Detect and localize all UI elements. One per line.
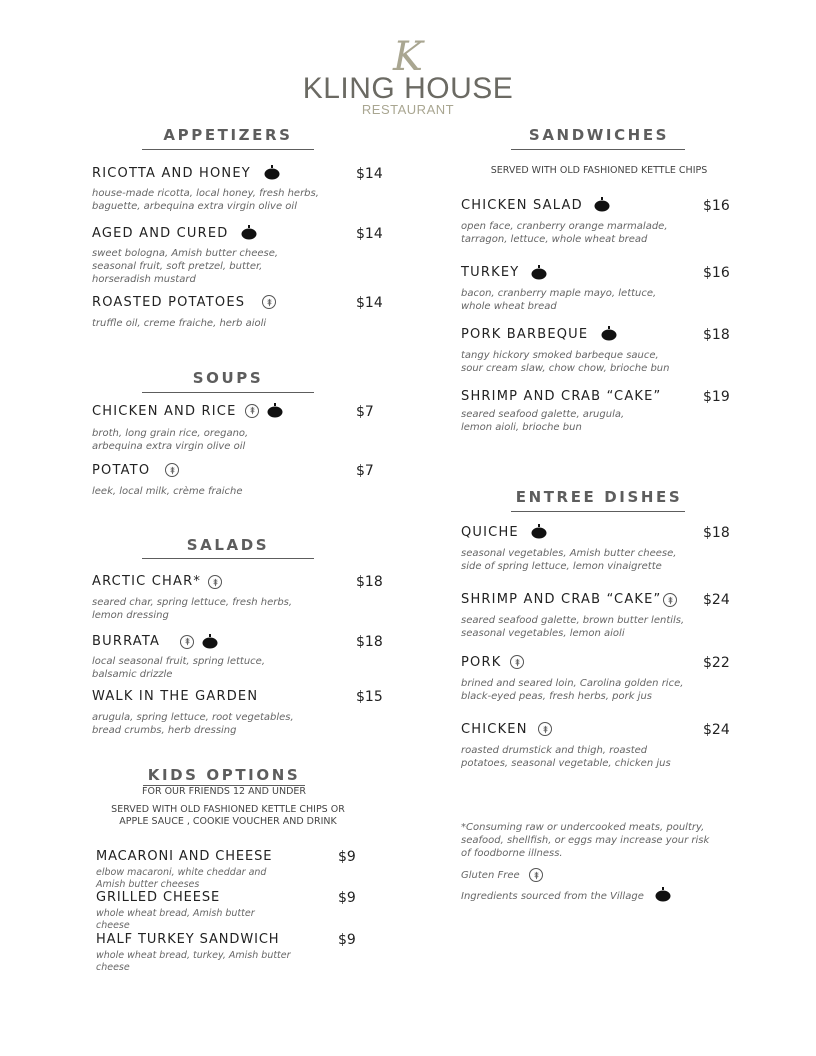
menu-item-name: ROASTED POTATOES <box>92 295 246 310</box>
soups-heading: SOUPS <box>192 369 264 387</box>
menu-item-name: ARCTIC CHAR* <box>92 574 202 589</box>
menu-item-price: $24 <box>703 592 730 608</box>
sandwiches-heading: SANDWICHES <box>528 126 670 144</box>
logo-monogram: K <box>393 34 423 80</box>
item-icons <box>531 265 547 280</box>
menu-item-name: CHICKEN <box>461 722 528 737</box>
appetizers-rule <box>142 149 314 150</box>
item-icons <box>165 463 179 477</box>
kids-subtitle: FOR OUR FRIENDS 12 AND UNDER <box>142 786 306 797</box>
entrees-rule <box>511 511 685 512</box>
menu-item-description: truffle oil, creme fraiche, herb aioli <box>92 318 267 329</box>
menu-item-description: open face, cranberry orange marmalade, tarragon, lettuce, whole wheat bread <box>461 221 668 245</box>
gluten-free-icon <box>529 868 543 882</box>
menu-item-price: $19 <box>703 389 730 405</box>
menu-item-name: TURKEY <box>461 265 520 280</box>
item-icons <box>208 575 222 589</box>
item-icons <box>594 197 610 212</box>
menu-item-name: BURRATA <box>92 634 161 649</box>
menu-item-description: local seasonal fruit, spring lettuce, balsamic drizzle <box>92 656 265 680</box>
pumpkin-icon <box>202 634 218 649</box>
menu-item-description: whole wheat bread, Amish butter cheese <box>96 908 255 931</box>
menu-item-description: roasted drumstick and thigh, roasted potatoes, seasonal vegetable, chicken jus <box>461 745 671 769</box>
appetizers-heading: APPETIZERS <box>163 126 293 144</box>
menu-item-price: $14 <box>356 226 383 242</box>
menu-item-description: arugula, spring lettuce, root vegetables, bread crumbs, herb dressing <box>92 712 294 736</box>
menu-item-description: elbow macaroni, white cheddar and Amish butter cheeses <box>96 867 267 890</box>
legend-village <box>655 887 671 902</box>
menu-item-description: seasonal vegetables, Amish butter cheese, side of spring lettuce, lemon vinaigrette <box>461 548 677 572</box>
soups-rule <box>142 392 314 393</box>
menu-item-description: seared seafood galette, arugula, lemon aioli, brioche bun <box>461 409 625 433</box>
gluten-free-icon <box>180 635 194 649</box>
menu-item-name: SHRIMP AND CRAB “CAKE” <box>461 389 662 404</box>
item-icons <box>663 593 677 607</box>
legend-gluten-free-label: Gluten Free <box>461 870 520 881</box>
pumpkin-icon <box>601 326 617 341</box>
menu-item-price: $16 <box>703 198 730 214</box>
item-icons <box>264 165 280 180</box>
pumpkin-icon <box>594 197 610 212</box>
menu-item-price: $16 <box>703 265 730 281</box>
pumpkin-icon <box>531 265 547 280</box>
menu-item-price: $14 <box>356 295 383 311</box>
menu-item-description: bacon, cranberry maple mayo, lettuce, whole wheat bread <box>461 288 657 312</box>
menu-item-price: $18 <box>356 574 383 590</box>
menu-item-name: PORK BARBEQUE <box>461 327 589 342</box>
gluten-free-icon <box>262 295 276 309</box>
pumpkin-icon <box>267 403 283 418</box>
menu-item-description: sweet bologna, Amish butter cheese, seasonal fruit, soft pretzel, butter, horseradish mustard <box>92 248 279 285</box>
legend-village-label: Ingredients sourced from the Village <box>461 891 644 902</box>
gluten-free-icon <box>510 655 524 669</box>
menu-item-name: QUICHE <box>461 525 519 540</box>
food-safety-disclaimer: *Consuming raw or undercooked meats, poultry, seafood, shellfish, or eggs may increase your risk of foodborne illness. <box>461 822 710 859</box>
restaurant-name: KLING HOUSE <box>302 72 514 105</box>
menu-item-description: broth, long grain rice, oregano, arbequina extra virgin olive oil <box>92 428 249 452</box>
salads-heading: SALADS <box>186 536 270 554</box>
gluten-free-icon <box>538 722 552 736</box>
menu-item-description: leek, local milk, crème fraiche <box>92 486 243 497</box>
menu-item-price: $14 <box>356 166 383 182</box>
pumpkin-icon <box>241 225 257 240</box>
menu-item-price: $22 <box>703 655 730 671</box>
gluten-free-icon <box>208 575 222 589</box>
menu-item-name: AGED AND CURED <box>92 226 229 241</box>
menu-item-description: tangy hickory smoked barbeque sauce, sour cream slaw, chow chow, brioche bun <box>461 350 670 374</box>
menu-item-price: $18 <box>356 634 383 650</box>
menu-item-price: $9 <box>338 932 356 948</box>
kids-heading: KIDS OPTIONS <box>147 766 301 784</box>
menu-item-price: $9 <box>338 890 356 906</box>
item-icons <box>241 225 257 240</box>
item-icons <box>245 403 283 418</box>
menu-item-name: CHICKEN AND RICE <box>92 404 237 419</box>
pumpkin-icon <box>264 165 280 180</box>
item-icons <box>510 655 524 669</box>
gluten-free-icon <box>165 463 179 477</box>
menu-item-name: MACARONI AND CHEESE <box>96 849 273 864</box>
menu-item-name: POTATO <box>92 463 151 478</box>
item-icons <box>538 722 552 736</box>
item-icons <box>601 326 617 341</box>
restaurant-subtitle: RESTAURANT <box>361 102 455 117</box>
menu-item-price: $18 <box>703 525 730 541</box>
sandwiches-note: SERVED WITH OLD FASHIONED KETTLE CHIPS <box>490 165 708 176</box>
pumpkin-icon <box>655 887 671 902</box>
menu-item-description: house-made ricotta, local honey, fresh herbs, baguette, arbequina extra virgin olive oil <box>92 188 319 212</box>
menu-item-name: HALF TURKEY SANDWICH <box>96 932 280 947</box>
item-icons <box>180 634 218 649</box>
menu-item-name: RICOTTA AND HONEY <box>92 166 251 181</box>
menu-item-price: $24 <box>703 722 730 738</box>
menu-item-description: seared char, spring lettuce, fresh herbs, lemon dressing <box>92 597 293 621</box>
menu-item-price: $7 <box>356 463 374 479</box>
item-icons <box>531 524 547 539</box>
kids-note: SERVED WITH OLD FASHIONED KETTLE CHIPS OR APPLE SAUCE , COOKIE VOUCHER AND DRINK <box>111 804 345 827</box>
item-icons <box>262 295 276 309</box>
menu-item-description: whole wheat bread, turkey, Amish butter cheese <box>96 950 291 973</box>
gluten-free-icon <box>663 593 677 607</box>
menu-item-price: $9 <box>338 849 356 865</box>
menu-item-name: WALK IN THE GARDEN <box>92 689 259 704</box>
menu-item-name: CHICKEN SALAD <box>461 198 583 213</box>
legend-gluten-free <box>529 868 543 882</box>
menu-item-price: $18 <box>703 327 730 343</box>
menu-item-name: GRILLED CHEESE <box>96 890 221 905</box>
pumpkin-icon <box>531 524 547 539</box>
entrees-heading: ENTREE DISHES <box>515 488 683 506</box>
menu-item-price: $7 <box>356 404 374 420</box>
gluten-free-icon <box>245 404 259 418</box>
sandwiches-rule <box>511 149 685 150</box>
salads-rule <box>142 558 314 559</box>
menu-item-description: brined and seared loin, Carolina golden rice, black-eyed peas, fresh herbs, pork jus <box>461 678 684 702</box>
menu-item-name: SHRIMP AND CRAB “CAKE” <box>461 592 662 607</box>
menu-item-name: PORK <box>461 655 502 670</box>
menu-item-price: $15 <box>356 689 383 705</box>
menu-item-description: seared seafood galette, brown butter lentils, seasonal vegetables, lemon aioli <box>461 615 685 639</box>
